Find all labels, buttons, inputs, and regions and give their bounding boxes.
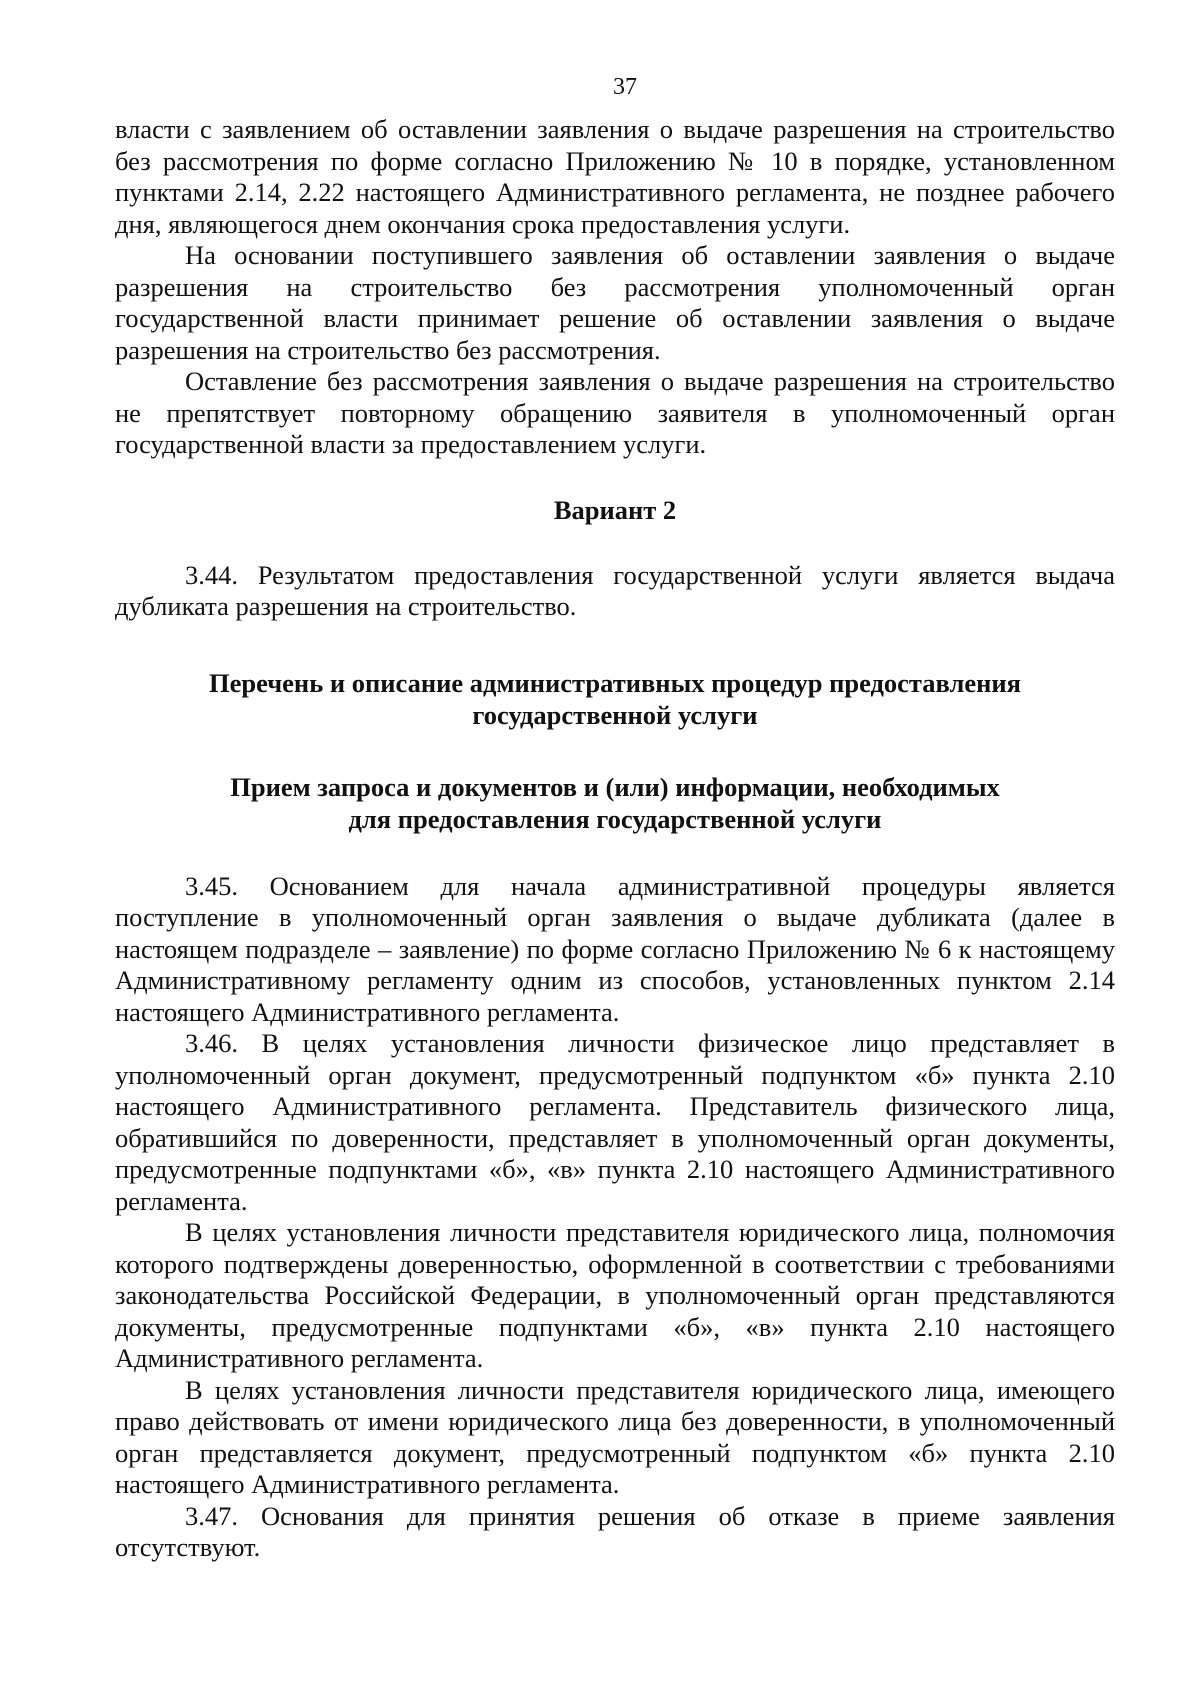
document-page [115, 72, 1115, 1564]
paragraph-3-46: 3.46. В целях установления личности физическое лицо представляет в уполномоченный орган документ, предусмотренный подпунктом «б» пункта 2.10 настоящего Административного регламента. Представитель физического лица, обратившийся по доверенности, представляет в уполномоченный орган документы, предусмотренные подпунктами «б», «в» пункта 2.10 настоящего Административного регламента. [115, 1028, 1115, 1216]
paragraph-3-44: 3.44. Результатом предоставления государственной услуги является выдача дубликата разрешения на строительство. [115, 559, 1115, 621]
heading-procedures-line1: Перечень и описание административных процедур предоставления [209, 667, 1021, 698]
heading-procedures-line2: государственной услуги [472, 699, 758, 730]
paragraph-decision: На основании поступившего заявления об оставлении заявления о выдаче разрешения на строительство без рассмотрения уполномоченный орган государственной власти принимает решение об оставлении заявления о выдаче разрешения на строительство без рассмотрения. [115, 240, 1115, 365]
heading-reception-line2: для предоставления государственной услуги [348, 803, 882, 834]
page-number: 37 [613, 74, 637, 100]
heading-procedures [115, 667, 1115, 731]
heading-variant-2: Вариант 2 [553, 494, 677, 525]
paragraph-continuation: власти с заявлением об оставлении заявления о выдаче разрешения на строительство без рассмотрения по форме согласно Приложению № 10 в порядке, установленном пунктами 2.14, 2.22 настоящего Административного регламента, не позднее рабочего дня, являющегося днем окончания срока предоставления услуги. [115, 114, 1115, 239]
paragraph-legal-entity-proxy: В целях установления личности представителя юридического лица, полномочия которого подтверждены доверенностью, оформленной в соответствии с требованиями законодательства Российской Федерации, в уполномоченный орган представляются документы, предусмотренные подпунктами «б», «в» пункта 2.10 настоящего Административного регламента. [115, 1217, 1115, 1373]
heading-reception [115, 771, 1115, 835]
paragraph-legal-entity-no-proxy: В целях установления личности представителя юридического лица, имеющего право действовать от имени юридического лица без доверенности, в уполномоченный орган представляется документ, предусмотренный подпунктом «б» пункта 2.10 настоящего Административного регламента. [115, 1374, 1115, 1499]
paragraph-3-47: 3.47. Основания для принятия решения об отказе в приеме заявления отсутствуют. [115, 1500, 1115, 1562]
paragraph-3-45: 3.45. Основанием для начала административной процедуры является поступление в уполномоченный орган заявления о выдаче дубликата (далее в настоящем подразделе – заявление) по форме согласно Приложению № 6 к настоящему Административному регламенту одним из способов, установленных пунктом 2.14 настоящего Административного регламента. [115, 870, 1115, 1027]
paragraph-no-obstacle: Оставление без рассмотрения заявления о выдаче разрешения на строительство не препятствует повторному обращению заявителя в уполномоченный орган государственной власти за предоставлением услуги. [115, 366, 1115, 459]
heading-reception-line1: Прием запроса и документов и (или) информации, необходимых [230, 771, 1000, 802]
